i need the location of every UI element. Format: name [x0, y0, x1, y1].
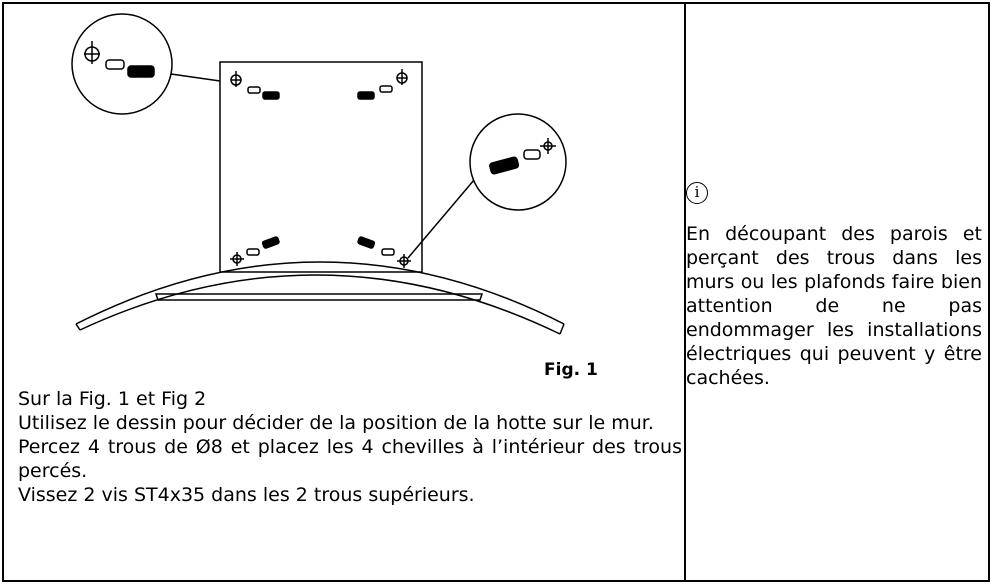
instruction-line: Utilisez le dessin pour décider de la position de la hotte sur le mur.: [18, 412, 654, 434]
info-icon: i: [686, 182, 708, 204]
instruction-line: Vissez 2 vis ST4x35 dans les 2 trous supérieurs.: [18, 484, 475, 506]
figure-caption: Fig. 1: [544, 360, 598, 380]
left-panel: [4, 4, 684, 580]
instructions-text: [18, 387, 682, 507]
right-panel: [686, 4, 988, 580]
instruction-line: Sur la Fig. 1 et Fig 2: [18, 388, 207, 410]
page-frame: [2, 2, 990, 582]
detail-callout-top-left: [72, 14, 172, 114]
instruction-line: Percez 4 trous de Ø8 et placez les 4 chevilles à l’intérieur des trous percés.: [18, 436, 682, 482]
safety-note: En découpant des parois et perçant des trous dans les murs ou les plafonds faire bien attention de ne pas endommager les installations électriques qui peuvent y être cachées.: [686, 223, 982, 389]
hood-underside: [156, 294, 482, 300]
hood-mounting-diagram: [4, 4, 684, 364]
